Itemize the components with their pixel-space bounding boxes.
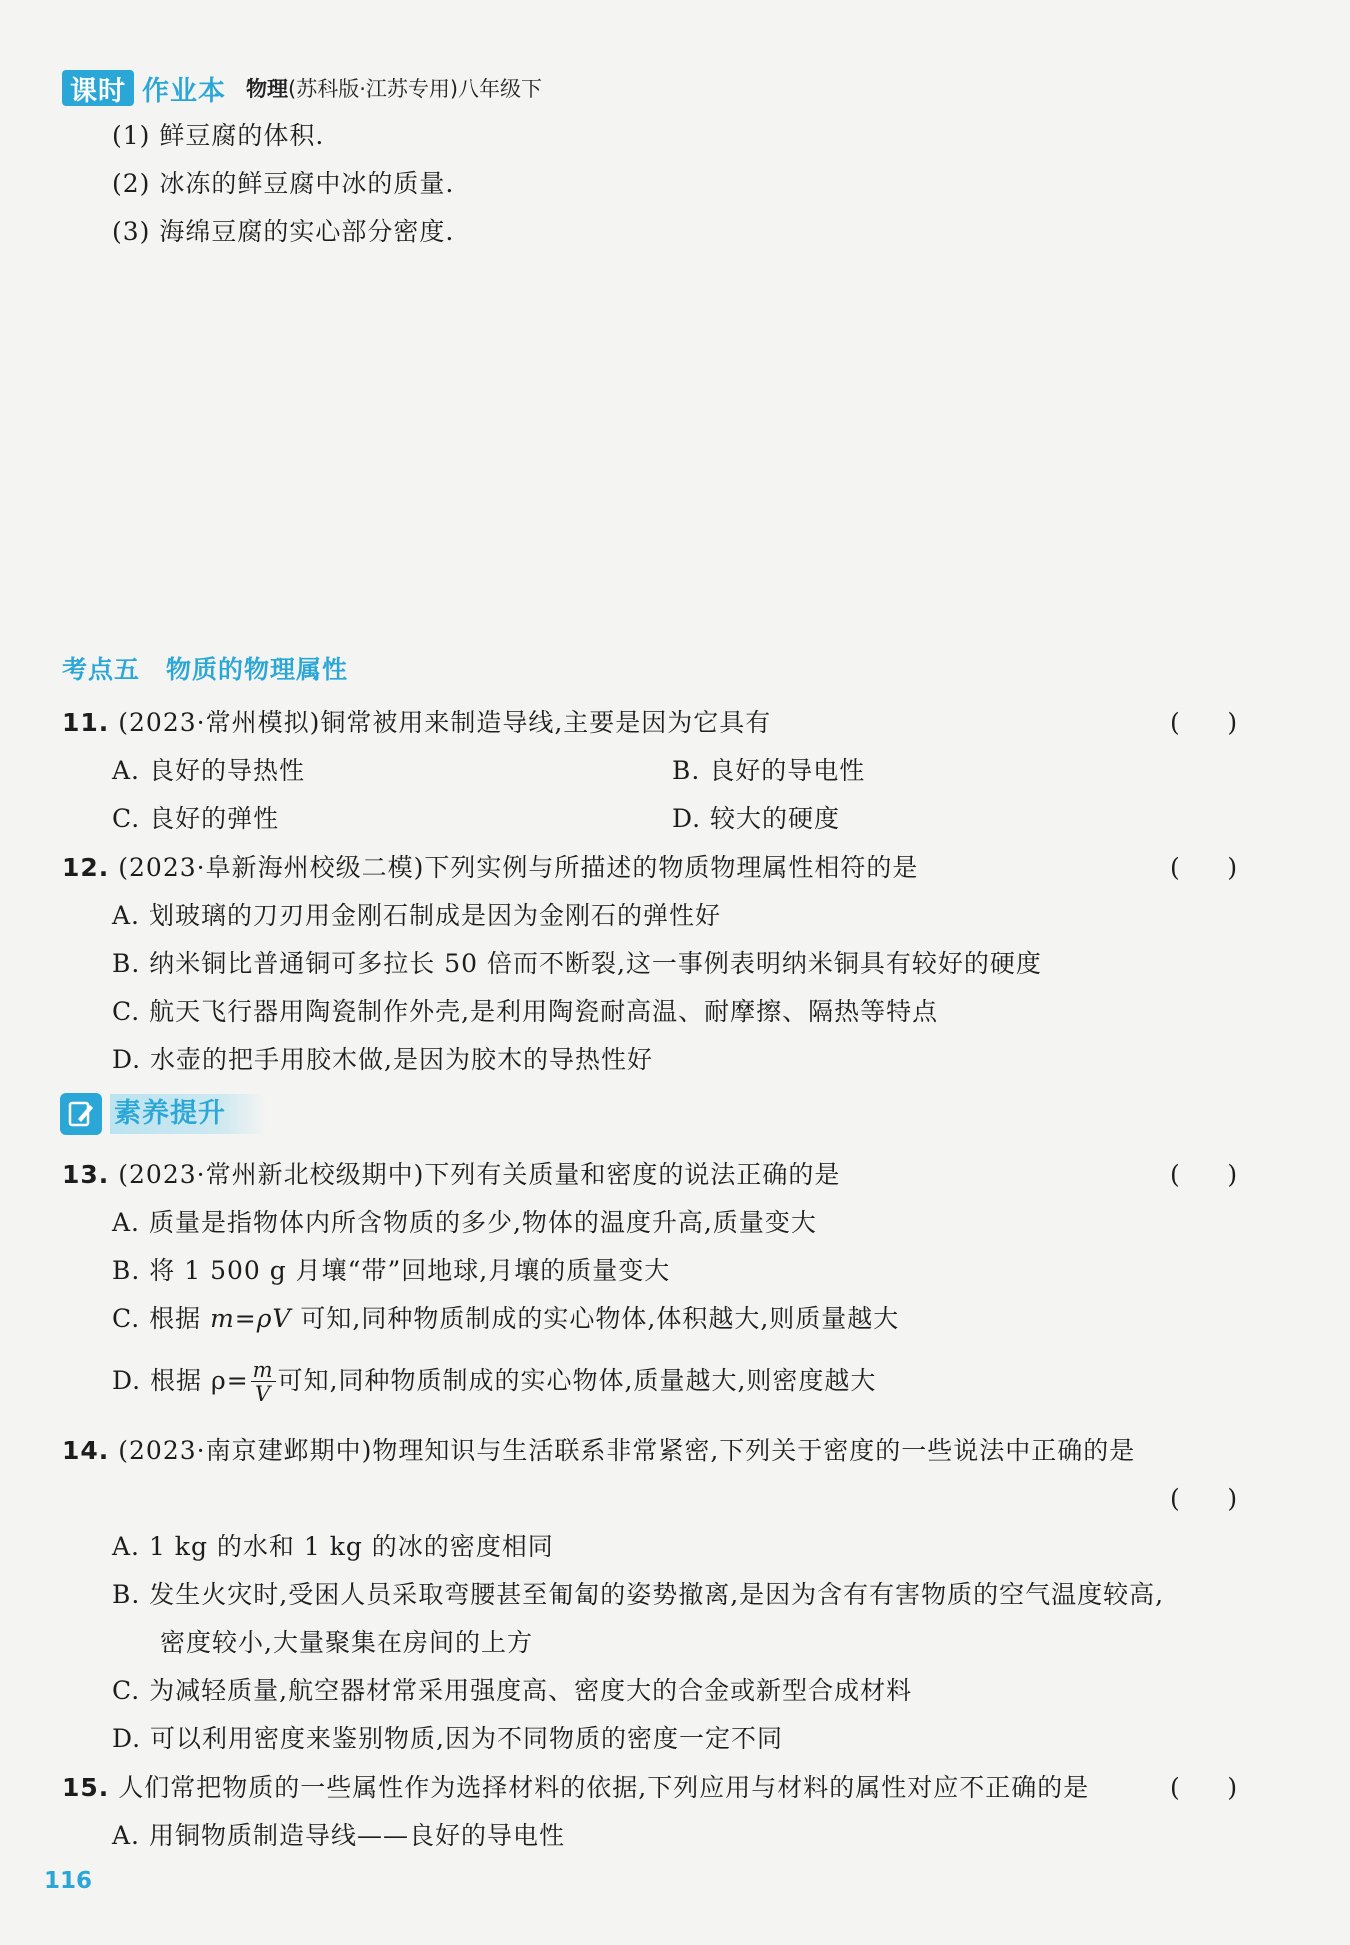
- q13-option-d: [112, 1356, 876, 1406]
- pencil-icon: [60, 1093, 102, 1135]
- option-prefix: C. 根据: [112, 1304, 211, 1333]
- question-number: 13.: [62, 1160, 110, 1189]
- q11-option-b: B. 良好的导电性: [672, 756, 866, 785]
- q11-option-c: C. 良好的弹性: [112, 804, 280, 833]
- q12-option-d: D. 水壶的把手用胶木做,是因为胶木的导热性好: [112, 1045, 653, 1074]
- brand-logo-word: 作业本: [142, 75, 226, 107]
- page-number: 116: [44, 1868, 93, 1894]
- q11-option-d: D. 较大的硬度: [672, 804, 841, 833]
- question-text: (2023·常州新北校级期中)下列有关质量和密度的说法正确的是: [118, 1160, 841, 1189]
- question-number: 11.: [62, 708, 110, 737]
- prior-subquestion-2: (2) 冰冻的鲜豆腐中冰的质量.: [112, 169, 455, 198]
- question-text: 人们常把物质的一些属性作为选择材料的依据,下列应用与材料的属性对应不正确的是: [118, 1773, 1090, 1802]
- q13-option-a: A. 质量是指物体内所含物质的多少,物体的温度升高,质量变大: [112, 1208, 817, 1237]
- question-number: 14.: [62, 1436, 110, 1465]
- option-suffix: 可知,同种物质制成的实心物体,体积越大,则质量越大: [291, 1304, 900, 1333]
- q13-option-c: [112, 1302, 899, 1336]
- question-number: 12.: [62, 853, 110, 882]
- q12-option-c: C. 航天飞行器用陶瓷制作外壳,是利用陶瓷耐高温、耐摩擦、隔热等特点: [112, 997, 939, 1026]
- brand-logo-box: 课时: [62, 70, 134, 106]
- q12-option-a: A. 划玻璃的刀刃用金刚石制成是因为金刚石的弹性好: [112, 901, 721, 930]
- question-15-stem: [62, 1771, 1089, 1805]
- q14-option-b-line1: B. 发生火灾时,受困人员采取弯腰甚至匍匐的姿势撤离,是因为含有有害物质的空气温度较高,: [112, 1580, 1165, 1609]
- question-13-stem: [62, 1158, 840, 1192]
- question-14-stem: [62, 1434, 1135, 1468]
- q14-option-a: A. 1 kg 的水和 1 kg 的冰的密度相同: [112, 1532, 554, 1561]
- prior-subquestion-3: (3) 海绵豆腐的实心部分密度.: [112, 217, 455, 246]
- q12-option-b: B. 纳米铜比普通铜可多拉长 50 倍而不断裂,这一事例表明纳米铜具有较好的硬度: [112, 949, 1042, 978]
- q13-option-b: B. 将 1 500 g 月壤“带”回地球,月壤的质量变大: [112, 1256, 671, 1285]
- question-12-stem: [62, 851, 918, 885]
- question-number: 15.: [62, 1773, 110, 1802]
- question-text: (2023·南京建邺期中)物理知识与生活联系非常紧密,下列关于密度的一些说法中正确的是: [118, 1436, 1136, 1465]
- sub-section-header: [60, 1093, 266, 1135]
- section-title: 考点五 物质的物理属性: [62, 655, 349, 684]
- sub-section-title: 素养提升: [110, 1094, 266, 1134]
- answer-blank: ( ): [1170, 708, 1238, 737]
- question-text: (2023·常州模拟)铜常被用来制造导线,主要是因为它具有: [118, 708, 772, 737]
- formula: m=ρV: [210, 1304, 292, 1333]
- option-suffix: 可知,同种物质制成的实心物体,质量越大,则密度越大: [277, 1366, 877, 1395]
- answer-blank: ( ): [1170, 853, 1238, 882]
- fraction-denominator: V: [255, 1382, 272, 1406]
- header-subject: 物理: [246, 77, 288, 101]
- q15-option-a: A. 用铜物质制造导线——良好的导电性: [112, 1821, 565, 1850]
- answer-blank: ( ): [1170, 1160, 1238, 1189]
- answer-blank: ( ): [1170, 1773, 1238, 1802]
- prior-subquestion-1: (1) 鲜豆腐的体积.: [112, 121, 325, 150]
- question-text: (2023·阜新海州校级二模)下列实例与所描述的物质物理属性相符的是: [118, 853, 919, 882]
- density-fraction: [251, 1359, 276, 1406]
- option-prefix: D. 根据 ρ=: [112, 1366, 249, 1395]
- page-header: [62, 66, 542, 110]
- q11-option-a: A. 良好的导热性: [112, 756, 305, 785]
- q14-option-d: D. 可以利用密度来鉴别物质,因为不同物质的密度一定不同: [112, 1724, 783, 1753]
- q14-option-c: C. 为减轻质量,航空器材常采用强度高、密度大的合金或新型合成材料: [112, 1676, 913, 1705]
- q14-option-b-line2: 密度较小,大量聚集在房间的上方: [160, 1628, 533, 1657]
- question-11-stem: [62, 706, 771, 740]
- answer-blank: ( ): [1170, 1484, 1238, 1513]
- header-edition: (苏科版·江苏专用)八年级下: [288, 77, 543, 101]
- fraction-numerator: m: [252, 1358, 274, 1382]
